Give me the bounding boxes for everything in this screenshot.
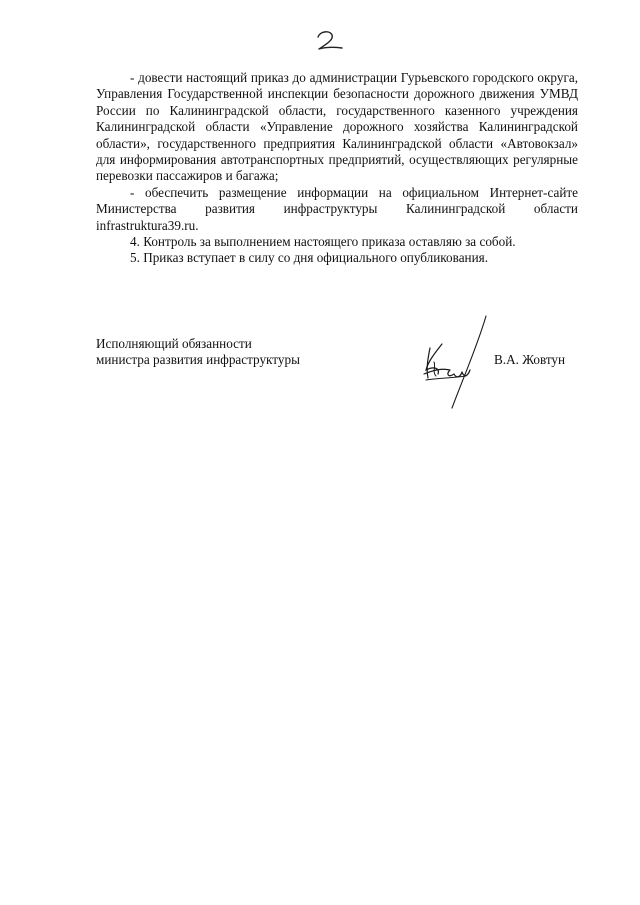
signer-title-line2: министра развития инфраструктуры xyxy=(96,352,300,368)
signature-block xyxy=(96,336,586,416)
signer-title xyxy=(96,336,356,369)
paragraph-control: 4. Контроль за выполнением настоящего приказа оставляю за собой. xyxy=(130,234,516,250)
paragraph-publish: - обеспечить размещение информации на официальном Интернет-сайте Министерства развития инфраструктуры Калининградской области infrastruktura39.ru. xyxy=(96,184,578,233)
handwritten-signature xyxy=(412,314,492,410)
paragraph-notify: - довести настоящий приказ до администрации Гурьевского городского округа, Управления Государственной инспекции безопасности дорожного движения УМВД России по Калининградской области, государственного казенного учреждения Калининградской области «Управление дорожного хозяйства Калининградской области», государственного предприятия Калининградской области «Автовокзал» для информирования автотранспортных предприятий, осуществляющих регулярные перевозки пассажиров и багажа; xyxy=(96,70,578,184)
paragraph-effective: 5. Приказ вступает в силу со дня официального опубликования. xyxy=(130,250,489,266)
document-body xyxy=(96,70,578,267)
page-number-handwritten xyxy=(312,28,352,54)
signer-title-line1: Исполняющий обязанности xyxy=(96,336,252,351)
page-number-text: 2 xyxy=(312,28,313,29)
signer-name: В.А. Жовтун xyxy=(494,352,566,367)
